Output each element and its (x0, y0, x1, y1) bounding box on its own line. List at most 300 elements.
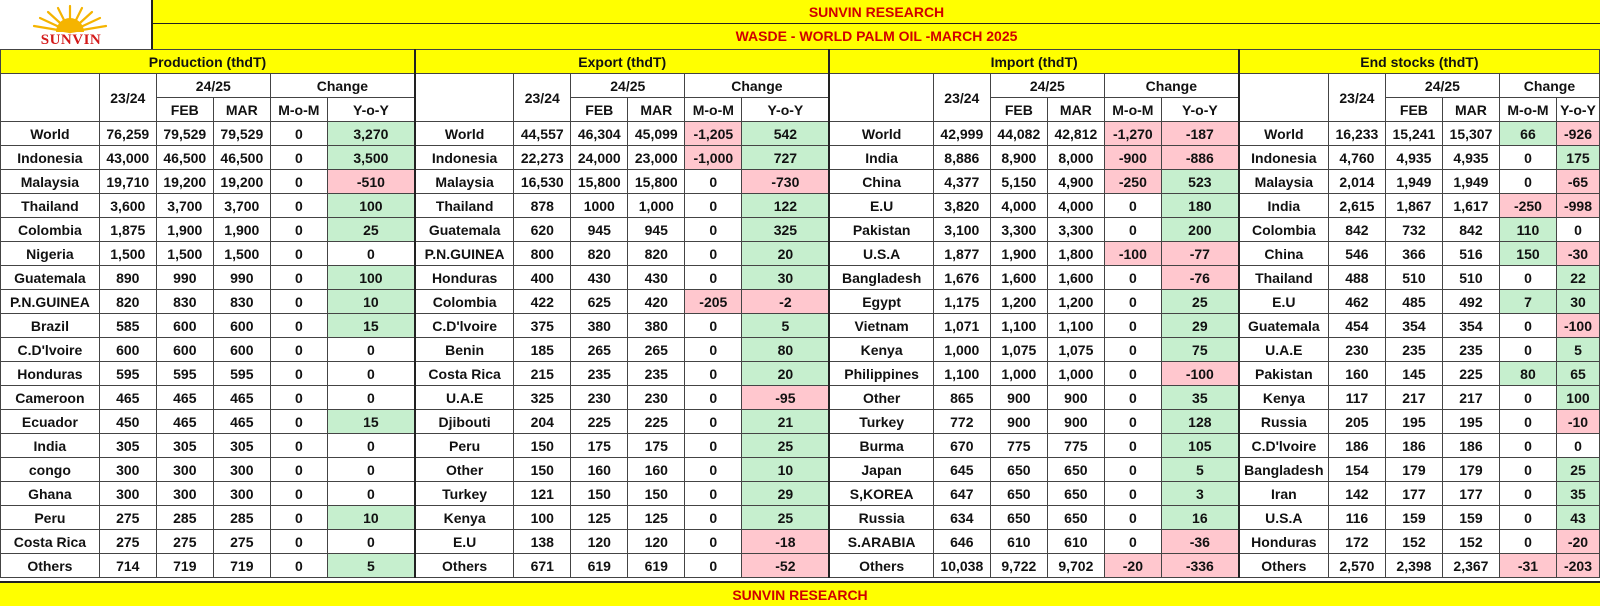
value-2324-cell: 22,273 (514, 146, 571, 170)
value-mar-cell: 1,075 (1047, 338, 1104, 362)
value-feb-cell: 2,398 (1385, 554, 1442, 578)
country-cell: Costa Rica (415, 362, 514, 386)
country-cell: India (1, 434, 100, 458)
country-cell: Malaysia (1239, 170, 1329, 194)
value-2324-cell: 325 (514, 386, 571, 410)
country-cell: Kenya (829, 338, 933, 362)
feb-header: FEB (1385, 98, 1442, 122)
value-mar-cell: 1,000 (1047, 362, 1104, 386)
value-mar-cell: 465 (213, 410, 270, 434)
value-feb-cell: 195 (1385, 410, 1442, 434)
value-feb-cell: 465 (156, 410, 213, 434)
value-2324-cell: 647 (933, 482, 990, 506)
mom-change-cell: 0 (685, 314, 742, 338)
yoy-change-cell: -187 (1161, 122, 1238, 146)
yoy-change-cell: 542 (742, 122, 830, 146)
change-header: Change (270, 74, 415, 98)
value-mar-cell: 610 (1047, 530, 1104, 554)
yoy-change-cell: 25 (1161, 290, 1238, 314)
value-mar-cell: 305 (213, 434, 270, 458)
value-feb-cell: 1,600 (990, 266, 1047, 290)
mom-change-cell: 0 (270, 146, 327, 170)
value-mar-cell: 719 (213, 554, 270, 578)
value-feb-cell: 820 (571, 242, 628, 266)
table-row (1, 218, 1600, 242)
yoy-change-cell: 15 (327, 314, 415, 338)
sun-icon (28, 4, 112, 34)
mom-change-cell: 0 (1104, 434, 1161, 458)
value-feb-cell: 15,800 (571, 170, 628, 194)
mom-change-cell: 0 (1499, 410, 1556, 434)
country-cell: C.D'lvoire (415, 314, 514, 338)
mom-change-cell: 0 (270, 266, 327, 290)
country-cell: Ecuador (1, 410, 100, 434)
value-mar-cell: 235 (628, 362, 685, 386)
value-feb-cell: 1,949 (1385, 170, 1442, 194)
yoy-change-cell: 523 (1161, 170, 1238, 194)
value-feb-cell: 9,722 (990, 554, 1047, 578)
change-header: Change (1104, 74, 1238, 98)
country-cell: World (1239, 122, 1329, 146)
mom-change-cell: 0 (1104, 338, 1161, 362)
mom-header: M-o-M (270, 98, 327, 122)
value-mar-cell: 600 (213, 338, 270, 362)
value-2324-cell: 205 (1328, 410, 1385, 434)
value-feb-cell: 1,900 (156, 218, 213, 242)
value-feb-cell: 775 (990, 434, 1047, 458)
yoy-change-cell: -336 (1161, 554, 1238, 578)
mom-change-cell: -250 (1499, 194, 1556, 218)
value-feb-cell: 79,529 (156, 122, 213, 146)
year-header-row (1, 74, 1600, 98)
value-feb-cell: 354 (1385, 314, 1442, 338)
yoy-change-cell: -998 (1556, 194, 1599, 218)
mar-header: MAR (1047, 98, 1104, 122)
value-mar-cell: 990 (213, 266, 270, 290)
yoy-change-cell: 100 (1556, 386, 1599, 410)
value-2324-cell: 465 (99, 386, 156, 410)
value-mar-cell: 4,900 (1047, 170, 1104, 194)
yoy-header: Y-o-Y (1556, 98, 1599, 122)
value-mar-cell: 4,935 (1442, 146, 1499, 170)
value-2324-cell: 3,820 (933, 194, 990, 218)
mom-change-cell: 0 (685, 554, 742, 578)
mom-change-cell: 0 (1104, 362, 1161, 386)
value-2324-cell: 150 (514, 458, 571, 482)
year-header-2425: 24/25 (571, 74, 685, 98)
yoy-header: Y-o-Y (1161, 98, 1238, 122)
mom-change-cell: 0 (1499, 506, 1556, 530)
yoy-change-cell: 0 (1556, 434, 1599, 458)
table-row (1, 266, 1600, 290)
yoy-change-cell: 21 (742, 410, 830, 434)
mom-change-cell: 0 (1499, 338, 1556, 362)
yoy-change-cell: 25 (742, 434, 830, 458)
country-cell: China (829, 170, 933, 194)
mom-change-cell: 0 (270, 482, 327, 506)
mom-change-cell: 0 (1499, 386, 1556, 410)
country-cell: Other (829, 386, 933, 410)
value-mar-cell: 510 (1442, 266, 1499, 290)
country-cell: Djibouti (415, 410, 514, 434)
value-feb-cell: 230 (571, 386, 628, 410)
value-mar-cell: 820 (628, 242, 685, 266)
value-2324-cell: 865 (933, 386, 990, 410)
value-feb-cell: 1,000 (990, 362, 1047, 386)
value-mar-cell: 275 (213, 530, 270, 554)
value-2324-cell: 450 (99, 410, 156, 434)
yoy-change-cell: 100 (327, 194, 415, 218)
value-feb-cell: 46,500 (156, 146, 213, 170)
value-feb-cell: 465 (156, 386, 213, 410)
country-cell: Peru (1, 506, 100, 530)
mom-change-cell: 0 (270, 362, 327, 386)
mar-header: MAR (628, 98, 685, 122)
value-feb-cell: 225 (571, 410, 628, 434)
mom-header: M-o-M (1499, 98, 1556, 122)
country-cell: U.A.E (415, 386, 514, 410)
yoy-change-cell: -203 (1556, 554, 1599, 578)
value-feb-cell: 4,935 (1385, 146, 1442, 170)
mom-change-cell: 0 (685, 506, 742, 530)
country-cell: Indonesia (1239, 146, 1329, 170)
value-2324-cell: 275 (99, 530, 156, 554)
label-header-blank (415, 74, 514, 122)
value-mar-cell: 1,949 (1442, 170, 1499, 194)
value-feb-cell: 265 (571, 338, 628, 362)
table-row (1, 362, 1600, 386)
mom-change-cell: 0 (270, 218, 327, 242)
value-mar-cell: 225 (1442, 362, 1499, 386)
yoy-change-cell: 10 (327, 290, 415, 314)
value-mar-cell: 285 (213, 506, 270, 530)
report-title: SUNVIN RESEARCH (153, 0, 1600, 24)
value-mar-cell: 225 (628, 410, 685, 434)
mom-change-cell: 0 (685, 218, 742, 242)
yoy-change-cell: 0 (327, 458, 415, 482)
mom-change-cell: 0 (685, 386, 742, 410)
yoy-change-cell: -100 (1556, 314, 1599, 338)
value-feb-cell: 46,304 (571, 122, 628, 146)
mom-change-cell: 0 (685, 410, 742, 434)
mar-header: MAR (213, 98, 270, 122)
value-2324-cell: 1,500 (99, 242, 156, 266)
value-feb-cell: 160 (571, 458, 628, 482)
table-row (1, 554, 1600, 578)
mom-change-cell: 0 (270, 314, 327, 338)
country-cell: Colombia (1, 218, 100, 242)
country-cell: Other (415, 458, 514, 482)
value-mar-cell: 230 (628, 386, 685, 410)
value-2324-cell: 585 (99, 314, 156, 338)
value-2324-cell: 842 (1328, 218, 1385, 242)
value-mar-cell: 842 (1442, 218, 1499, 242)
country-cell: Turkey (415, 482, 514, 506)
value-feb-cell: 719 (156, 554, 213, 578)
mom-change-cell: 0 (270, 122, 327, 146)
country-cell: Honduras (1, 362, 100, 386)
yoy-change-cell: 0 (327, 482, 415, 506)
value-mar-cell: 300 (213, 482, 270, 506)
mom-change-cell: -205 (685, 290, 742, 314)
value-2324-cell: 462 (1328, 290, 1385, 314)
value-2324-cell: 714 (99, 554, 156, 578)
value-2324-cell: 878 (514, 194, 571, 218)
value-2324-cell: 138 (514, 530, 571, 554)
value-2324-cell: 820 (99, 290, 156, 314)
yoy-change-cell: 10 (327, 506, 415, 530)
mom-change-cell: 0 (1104, 266, 1161, 290)
value-2324-cell: 422 (514, 290, 571, 314)
value-2324-cell: 42,999 (933, 122, 990, 146)
yoy-change-cell: 20 (742, 362, 830, 386)
yoy-change-cell: -77 (1161, 242, 1238, 266)
country-cell: Others (1, 554, 100, 578)
value-feb-cell: 150 (571, 482, 628, 506)
value-2324-cell: 800 (514, 242, 571, 266)
value-feb-cell: 485 (1385, 290, 1442, 314)
value-2324-cell: 16,530 (514, 170, 571, 194)
yoy-change-cell: -65 (1556, 170, 1599, 194)
value-2324-cell: 1,877 (933, 242, 990, 266)
yoy-change-cell: 0 (327, 338, 415, 362)
year-header-2324: 23/24 (1328, 74, 1385, 122)
value-feb-cell: 600 (156, 314, 213, 338)
mom-change-cell: 0 (1104, 506, 1161, 530)
value-mar-cell: 1,800 (1047, 242, 1104, 266)
country-cell: Thailand (415, 194, 514, 218)
value-mar-cell: 300 (213, 458, 270, 482)
yoy-change-cell: -510 (327, 170, 415, 194)
year-header-2425: 24/25 (1385, 74, 1499, 98)
yoy-change-cell: 3,270 (327, 122, 415, 146)
report-subtitle: WASDE - WORLD PALM OIL -MARCH 2025 (153, 24, 1600, 49)
table-row (1, 386, 1600, 410)
country-cell: Indonesia (415, 146, 514, 170)
yoy-change-cell: 25 (1556, 458, 1599, 482)
value-feb-cell: 125 (571, 506, 628, 530)
mom-change-cell: 0 (270, 458, 327, 482)
value-feb-cell: 619 (571, 554, 628, 578)
value-2324-cell: 670 (933, 434, 990, 458)
value-2324-cell: 116 (1328, 506, 1385, 530)
value-feb-cell: 3,300 (990, 218, 1047, 242)
country-cell: Others (415, 554, 514, 578)
country-cell: Guatemala (1, 266, 100, 290)
yoy-change-cell: 105 (1161, 434, 1238, 458)
yoy-change-cell: 0 (327, 386, 415, 410)
value-2324-cell: 634 (933, 506, 990, 530)
value-mar-cell: 125 (628, 506, 685, 530)
yoy-change-cell: 25 (742, 506, 830, 530)
value-mar-cell: 42,812 (1047, 122, 1104, 146)
feb-header: FEB (990, 98, 1047, 122)
mom-change-cell: 0 (685, 338, 742, 362)
change-header: Change (685, 74, 830, 98)
yoy-change-cell: -730 (742, 170, 830, 194)
mom-change-cell: 0 (270, 554, 327, 578)
table-row (1, 242, 1600, 266)
value-mar-cell: 4,000 (1047, 194, 1104, 218)
value-mar-cell: 1,900 (213, 218, 270, 242)
yoy-change-cell: -36 (1161, 530, 1238, 554)
country-cell: Turkey (829, 410, 933, 434)
change-header: Change (1499, 74, 1599, 98)
mom-change-cell: 0 (270, 506, 327, 530)
mom-change-cell: 0 (270, 434, 327, 458)
value-mar-cell: 1,617 (1442, 194, 1499, 218)
country-cell: Guatemala (1239, 314, 1329, 338)
country-cell: Thailand (1239, 266, 1329, 290)
yoy-change-cell: -95 (742, 386, 830, 410)
table-row (1, 410, 1600, 434)
value-2324-cell: 150 (514, 434, 571, 458)
yoy-change-cell: 15 (327, 410, 415, 434)
year-header-2425: 24/25 (156, 74, 270, 98)
sunvin-logo (0, 0, 153, 49)
value-mar-cell: 619 (628, 554, 685, 578)
value-feb-cell: 1000 (571, 194, 628, 218)
label-header-blank (829, 74, 933, 122)
value-2324-cell: 44,557 (514, 122, 571, 146)
mom-change-cell: 0 (270, 290, 327, 314)
value-2324-cell: 300 (99, 482, 156, 506)
country-cell: Philippines (829, 362, 933, 386)
yoy-change-cell: 200 (1161, 218, 1238, 242)
yoy-change-cell: -926 (1556, 122, 1599, 146)
logo-text: SUNVIN (40, 32, 102, 48)
yoy-header: Y-o-Y (742, 98, 830, 122)
mom-change-cell: 0 (685, 362, 742, 386)
value-2324-cell: 3,600 (99, 194, 156, 218)
value-mar-cell: 45,099 (628, 122, 685, 146)
value-2324-cell: 43,000 (99, 146, 156, 170)
yoy-change-cell: -52 (742, 554, 830, 578)
value-mar-cell: 465 (213, 386, 270, 410)
value-feb-cell: 625 (571, 290, 628, 314)
value-mar-cell: 120 (628, 530, 685, 554)
value-feb-cell: 152 (1385, 530, 1442, 554)
country-cell: India (829, 146, 933, 170)
mom-change-cell: 7 (1499, 290, 1556, 314)
yoy-change-cell: -18 (742, 530, 830, 554)
country-cell: Russia (829, 506, 933, 530)
value-feb-cell: 235 (1385, 338, 1442, 362)
value-2324-cell: 1,100 (933, 362, 990, 386)
value-feb-cell: 159 (1385, 506, 1442, 530)
value-2324-cell: 2,014 (1328, 170, 1385, 194)
country-cell: Burma (829, 434, 933, 458)
mom-change-cell: 0 (270, 386, 327, 410)
label-header-blank (1, 74, 100, 122)
value-2324-cell: 160 (1328, 362, 1385, 386)
mom-change-cell: 0 (685, 530, 742, 554)
country-cell: Malaysia (1, 170, 100, 194)
yoy-change-cell: -20 (1556, 530, 1599, 554)
value-feb-cell: 1,075 (990, 338, 1047, 362)
yoy-change-cell: 29 (742, 482, 830, 506)
value-2324-cell: 1,875 (99, 218, 156, 242)
mom-change-cell: 0 (1104, 194, 1161, 218)
value-mar-cell: 3,700 (213, 194, 270, 218)
value-2324-cell: 646 (933, 530, 990, 554)
yoy-change-cell: 80 (742, 338, 830, 362)
mom-change-cell: -1,000 (685, 146, 742, 170)
country-cell: C.D'lvoire (1239, 434, 1329, 458)
value-2324-cell: 186 (1328, 434, 1385, 458)
country-cell: Nigeria (1, 242, 100, 266)
value-mar-cell: 945 (628, 218, 685, 242)
mom-change-cell: 0 (1499, 146, 1556, 170)
value-2324-cell: 488 (1328, 266, 1385, 290)
country-cell: Russia (1239, 410, 1329, 434)
yoy-change-cell: 3,500 (327, 146, 415, 170)
yoy-change-cell: 325 (742, 218, 830, 242)
yoy-change-cell: 35 (1556, 482, 1599, 506)
mom-change-cell: 0 (1104, 458, 1161, 482)
country-cell: U.S.A (829, 242, 933, 266)
country-cell: Vietnam (829, 314, 933, 338)
value-mar-cell: 186 (1442, 434, 1499, 458)
mom-change-cell: 0 (685, 242, 742, 266)
label-header-blank (1239, 74, 1329, 122)
value-feb-cell: 1,100 (990, 314, 1047, 338)
value-feb-cell: 1,200 (990, 290, 1047, 314)
value-mar-cell: 195 (1442, 410, 1499, 434)
mom-change-cell: 0 (685, 458, 742, 482)
mom-change-cell: 0 (685, 482, 742, 506)
value-2324-cell: 185 (514, 338, 571, 362)
yoy-change-cell: 65 (1556, 362, 1599, 386)
value-mar-cell: 19,200 (213, 170, 270, 194)
country-cell: Colombia (1239, 218, 1329, 242)
value-2324-cell: 215 (514, 362, 571, 386)
feb-header: FEB (571, 98, 628, 122)
yoy-change-cell: 3 (1161, 482, 1238, 506)
value-feb-cell: 175 (571, 434, 628, 458)
country-cell: Costa Rica (1, 530, 100, 554)
report-footer: SUNVIN RESEARCH (0, 581, 1600, 606)
country-cell: E.U (415, 530, 514, 554)
mom-change-cell: 0 (270, 530, 327, 554)
year-header-2324: 23/24 (514, 74, 571, 122)
table-row (1, 170, 1600, 194)
country-cell: Pakistan (829, 218, 933, 242)
table-row (1, 338, 1600, 362)
country-cell: congo (1, 458, 100, 482)
yoy-header: Y-o-Y (327, 98, 415, 122)
value-feb-cell: 1,500 (156, 242, 213, 266)
mom-change-cell: -1,270 (1104, 122, 1161, 146)
value-mar-cell: 217 (1442, 386, 1499, 410)
value-2324-cell: 1,175 (933, 290, 990, 314)
value-2324-cell: 620 (514, 218, 571, 242)
value-mar-cell: 1,000 (628, 194, 685, 218)
mom-change-cell: 0 (270, 170, 327, 194)
mom-change-cell: 150 (1499, 242, 1556, 266)
value-feb-cell: 300 (156, 482, 213, 506)
mom-change-cell: 0 (1104, 530, 1161, 554)
value-2324-cell: 1,071 (933, 314, 990, 338)
value-2324-cell: 300 (99, 458, 156, 482)
value-feb-cell: 120 (571, 530, 628, 554)
country-cell: Peru (415, 434, 514, 458)
section-title: Export (thdT) (415, 50, 829, 74)
value-2324-cell: 230 (1328, 338, 1385, 362)
mom-change-cell: 0 (685, 266, 742, 290)
value-feb-cell: 3,700 (156, 194, 213, 218)
country-cell: Bangladesh (1239, 458, 1329, 482)
